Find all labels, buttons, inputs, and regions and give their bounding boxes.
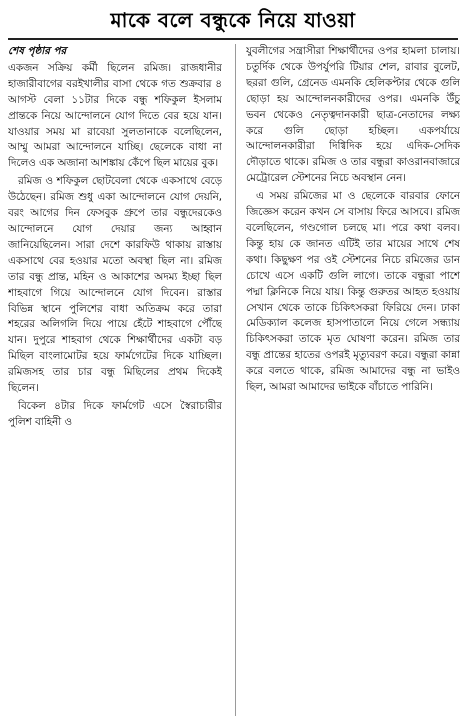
article-headline: মাকে বলে বন্ধুকে নিয়ে যাওয়া	[110, 7, 356, 32]
left-column	[8, 44, 222, 719]
headline-banner	[8, 6, 458, 40]
body-paragraph: বিকেল ৪টার দিকে ফার্মগেট এসে স্বৈরাচারীর পুলিশ বাহিনী ও	[8, 399, 222, 428]
body-paragraph: একজন সক্রিয় কর্মী ছিলেন রমিজ। রাজধানীর হাজারীবাগের বরইখালীর বাসা থেকে গত শুক্রবার ৪ আগস্ট বেলা ১১টার দিকে বন্ধু শফিকুল ইসলাম প্রান্তকে নিয়ে আন্দোলনে যোগ দিতে বের হয়ে যান। যাওয়ার সময় মা রাবেয়া সুলতানাকে বলেছিলেন, আম্মু আমরা আন্দোলনে যাচ্ছি। ছেলেকে বাধা না দিলেও এক অজানা আশঙ্কায় কেঁপে ছিল মায়ের বুক।	[8, 61, 222, 170]
body-paragraph: এ সময় রমিজের মা ও ছেলেকে বারবার ফোনে জিজ্ঞেস করেন কখন সে বাসায় ফিরে আসবে। রমিজ বলেছিলেন, গণ্ডগোল চলছে মা। পরে কথা বলব। কিন্তু হায় কে জানত এটিই তার মায়ের সাথে শেষ কথা। কিছুক্ষণ পর ওই স্টেশনের নিচে রমিজের ডান চোখে এসে একটি গুলি লাগে। তাকে বন্ধুরা পাশে পদ্মা ক্লিনিকে নিয়ে যায়। কিন্তু গুরুতর আহত হওয়ায় সেখান থেকে তাকে চিকিৎসকরা ফিরিয়ে দেন। ঢাকা মেডিক্যাল কলেজ হাসপাতালে নিয়ে গেলে সন্ধ্যায় চিকিৎসকরা তাকে মৃত ঘোষণা করেন। রমিজ তার বন্ধু প্রান্তের হাতের ওপরই মৃত্যুবরণ করে। বন্ধুরা কান্না করে বলতে থাকে, রমিজ আমাদের বন্ধু না ভাইও ছিল, আমরা আমাদের ভাইকে বাঁচাতে পারিনি।	[246, 190, 460, 394]
right-column	[246, 44, 460, 719]
continuation-kicker: শেষ পৃষ্ঠার পর	[8, 45, 67, 57]
column-divider	[235, 44, 236, 716]
body-paragraph: যুবলীগের সন্ত্রাসীরা শিক্ষার্থীদের ওপর হামলা চালায়। চতুর্দিক থেকে উপর্যুপরি টিয়ার শেল, রাবার বুলেট, ছররা গুলি, গ্রেনেড এমনকি হেলিকপ্টার থেকে গুলি ছোড়া হয় আন্দোলনকারীদের ওপর। এমনকি উঁচু ভবন থেকেও নেতৃত্বদানকারী ছাত্র-নেতাদের লক্ষ্য করে গুলি ছোড়া হচ্ছিল। একপর্যায়ে আন্দোলনকারীরা দিগ্বিদিক হয়ে এদিক-সেদিক দৌড়াতে থাকে। রমিজ ও তার বন্ধুরা কাওরানবাজারে মেট্রোরেল স্টেশনের নিচে অবস্থান নেন।	[246, 45, 460, 185]
body-paragraph: রমিজ ও শফিকুল ছোটবেলা থেকে একসাথে বেড়ে উঠেছেন। রমিজ শুধু একা আন্দোলনে যোগ দেয়নি, বরং আগের দিন ফেসবুক গ্রুপে তার বন্ধুদেরকেও আন্দোলনে যোগ দেয়ার জন্য আহ্বান জানিয়েছিলেন। সারা দেশে কারফিউ থাকায় রাস্তায় একসাথে বের হওয়ার মতো অবস্থা ছিল না। রমিজ তার বন্ধু প্রান্ত, মহিন ও আকাশের অদম্য ইচ্ছা ছিল শাহবাগে গিয়ে আন্দোলনে যোগ দিবেন। রাস্তার বিভিন্ন স্থানে পুলিশের বাধা অতিক্রম করে তারা শহরের অলিগলি দিয়ে পায়ে হেঁটে শাহবাগে পৌঁছে যান। দুপুরে শাহবাগ থেকে শিক্ষার্থীদের একটা বড় মিছিল বাংলামোটর হয়ে ফার্মগেটের দিকে যাচ্ছিল। রমিজসহ তার চার বন্ধু মিছিলের প্রথম দিকেই ছিলেন।	[8, 175, 222, 395]
